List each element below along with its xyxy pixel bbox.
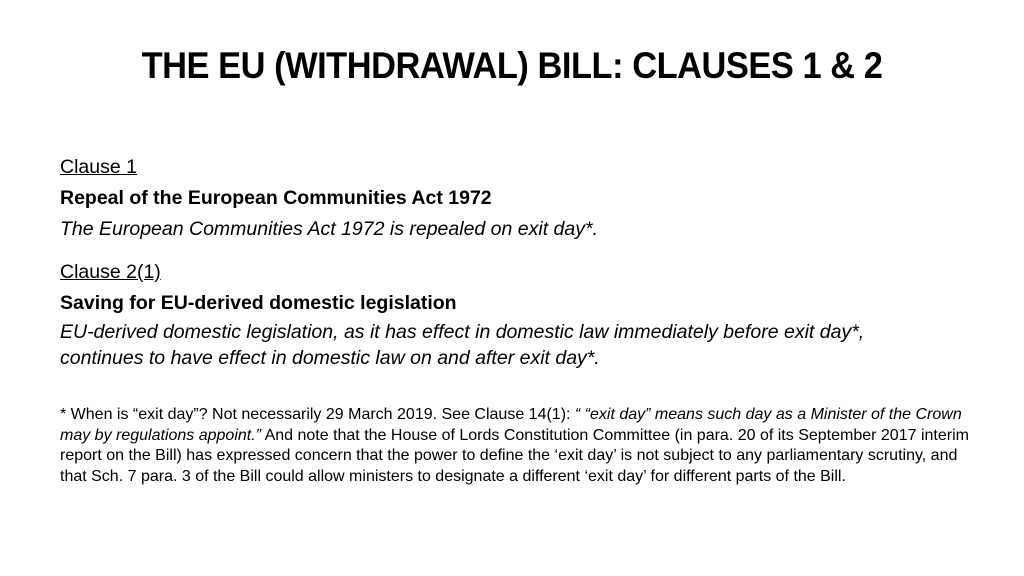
clause-2-1-text: EU-derived domestic legislation, as it has effect in domestic law immediately before exit day*, continues to have effect in domestic law on and after exit day*.	[60, 321, 865, 369]
clause-1-heading: Repeal of the European Communities Act 1972	[60, 187, 492, 209]
clause-1-text: The European Communities Act 1972 is repealed on exit day*.	[60, 218, 599, 240]
exit-day-footnote	[60, 405, 972, 487]
slide-body	[60, 152, 975, 383]
clause-2-1-number: Clause 2(1)	[60, 261, 161, 283]
clause-1-number: Clause 1	[60, 156, 137, 178]
clause-2-1-heading: Saving for EU-derived domestic legislation	[60, 292, 457, 314]
footnote-quote: “ “exit day” means such day as a Minister of the Crown may by regulations appoint.”	[60, 406, 962, 444]
footnote-rest: And note that the House of Lords Constitution Committee (in para. 20 of its September 2017 interim report on the Bill) has expressed concern that the power to define the ‘exit day’ is not subject to any parliamentary scrutiny, and that Sch. 7 para. 3 of the Bill could allow ministers to designate a different ‘exit day’ for different parts of the Bill.	[60, 426, 969, 485]
clause-1	[60, 152, 975, 245]
slide-title: THE EU (WITHDRAWAL) BILL: CLAUSES 1 & 2	[141, 45, 883, 86]
clause-2-1	[60, 257, 975, 371]
footnote-lead: * When is “exit day”? Not necessarily 29 March 2019. See Clause 14(1):	[60, 406, 575, 423]
